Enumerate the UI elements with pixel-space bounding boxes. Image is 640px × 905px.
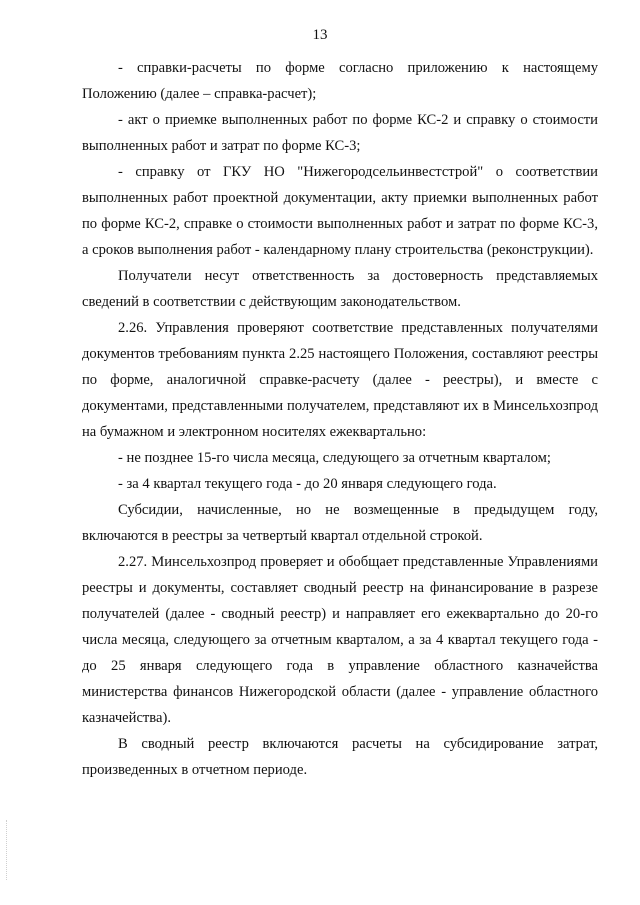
paragraph-clause-2-27: 2.27. Минсельхозпрод проверяет и обобщает представленные Управлениями реестры и документы, составляет сводный реестр на финансирование в разрезе получателей (далее - сводный реестр) и направляет его ежеквартально до 20-го числа месяца, следующего за отчетным кварталом, а за 4 квартал текущего года - до 25 января следующего года в управление областного казначейства министерства финансов Нижегородской области (далее - управление областного казначейства). (82, 554, 598, 726)
paragraph-certificate-calculation: - справки-расчеты по форме согласно приложению к настоящему Положению (далее – справка-расчет); (82, 60, 598, 102)
paragraph-previous-year-subsidies: Субсидии, начисленные, но не возмещенные в предыдущем году, включаются в реестры за четвертый квартал отдельной строкой. (82, 502, 598, 544)
document-body (82, 55, 598, 783)
paragraph-deadline-15th: - не позднее 15-го числа месяца, следующего за отчетным кварталом; (118, 450, 551, 466)
paragraph-recipients-responsibility: Получатели несут ответственность за достоверность представляемых сведений в соответствии с действующим законодательством. (82, 268, 598, 310)
scan-edge-mark (6, 820, 8, 880)
paragraph-gku-certificate: - справку от ГКУ НО "Нижегородсельинвестстрой" о соответствии выполненных работ проектной документации, акту приемки выполненных работ по форме КС-2, справке о стоимости выполненных работ и затрат по форме КС-3, а сроков выполнения работ - календарному плану строительства (реконструкции). (82, 164, 598, 258)
paragraph-ks2-ks3-acts: - акт о приемке выполненных работ по форме КС-2 и справку о стоимости выполненных работ и затрат по форме КС-3; (82, 112, 598, 154)
paragraph-clause-2-26: 2.26. Управления проверяют соответствие представленных получателями документов требованиям пункта 2.25 настоящего Положения, составляют реестры по форме, аналогичной справке-расчету (далее - реестры), и вместе с документами, представленными получателем, представляют их в Минсельхозпрод на бумажном и электронном носителях ежеквартально: (82, 320, 598, 440)
paragraph-deadline-january-20: - за 4 квартал текущего года - до 20 января следующего года. (118, 476, 497, 492)
page-number: 13 (312, 27, 328, 43)
paragraph-summary-register: В сводный реестр включаются расчеты на субсидирование затрат, произведенных в отчетном периоде. (82, 736, 598, 778)
